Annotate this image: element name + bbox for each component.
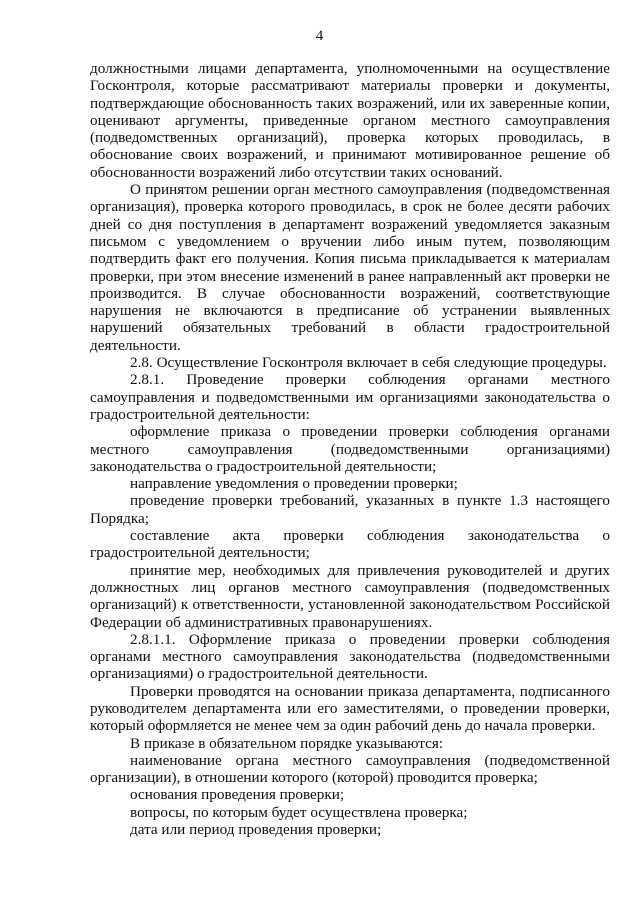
paragraph: В приказе в обязательном порядке указываются:: [130, 734, 444, 752]
paragraph: 2.8.1.1. Оформление приказа о проведении проверки соблюдения органами местного самоуправления законодательства (подведомственными организациями) о градостроительной деятельности.: [90, 630, 610, 683]
paragraph: оформление приказа о проведении проверки соблюдения органами местного самоуправления (подведомственными организациями) законодательства о градостроительной деятельности;: [90, 423, 610, 475]
paragraph: проведение проверки требований, указанных в пункте 1.3 настоящего Порядка;: [90, 492, 610, 527]
paragraph: должностными лицами департамента, уполномоченными на осуществление Госконтроля, которые рассматривают материалы проверки и документы, подтверждающие обоснованность таких возражений, или их заверенные копии, оценивают аргументы, приведенные органом местного самоуправления (подведомственных организаций), проверка которых проводилась, в обоснование своих возражений, и принимают мотивированное решение об обоснованности возражений либо отсутствии таких оснований.: [90, 60, 610, 181]
document-body: [90, 60, 610, 838]
paragraph: наименование органа местного самоуправления (подведомственной организации), в отношении которого (которой) проводится проверка;: [90, 751, 610, 787]
page-number: 4: [315, 28, 324, 44]
paragraph: направление уведомления о проведении проверки;: [130, 475, 458, 493]
paragraph: вопросы, по которым будет осуществлена проверка;: [130, 803, 468, 821]
paragraph: 2.8. Осуществление Госконтроля включает в себя следующие процедуры.: [130, 354, 607, 372]
paragraph: дата или период проведения проверки;: [130, 821, 382, 839]
paragraph: составление акта проверки соблюдения законодательства о градостроительной деятельности;: [90, 527, 610, 562]
paragraph: Проверки проводятся на основании приказа департамента, подписанного руководителем департамента или его заместителями, о проведении проверки, который оформляется не менее чем за один рабочий день до начала проверки.: [90, 682, 610, 735]
paragraph: основания проведения проверки;: [130, 786, 345, 804]
paragraph: принятие мер, необходимых для привлечения руководителей и других должностных лиц органов местного самоуправления (подведомственных организаций) к ответственности, установленной законодательством Российской Федерации об административных правонарушениях.: [90, 561, 610, 631]
paragraph: 2.8.1. Проведение проверки соблюдения органами местного самоуправления и подведомственными им организациями законодательства о градостроительной деятельности:: [90, 371, 610, 423]
paragraph: О принятом решении орган местного самоуправления (подведомственная организация), проверка которого проводилась, в срок не более десяти рабочих дней со дня поступления в департамент возражений уведомляется заказным письмом с уведомлением о вручении либо иным путем, позволяющим подтвердить факт его получения. Копия письма прикладывается к материалам проверки, при этом внесение изменений в ранее направленный акт проверки не производится. В случае обоснованности возражений, соответствующие нарушения не включаются в предписание об устранении выявленных нарушений обязательных требований в области градостроительной деятельности.: [90, 181, 610, 354]
